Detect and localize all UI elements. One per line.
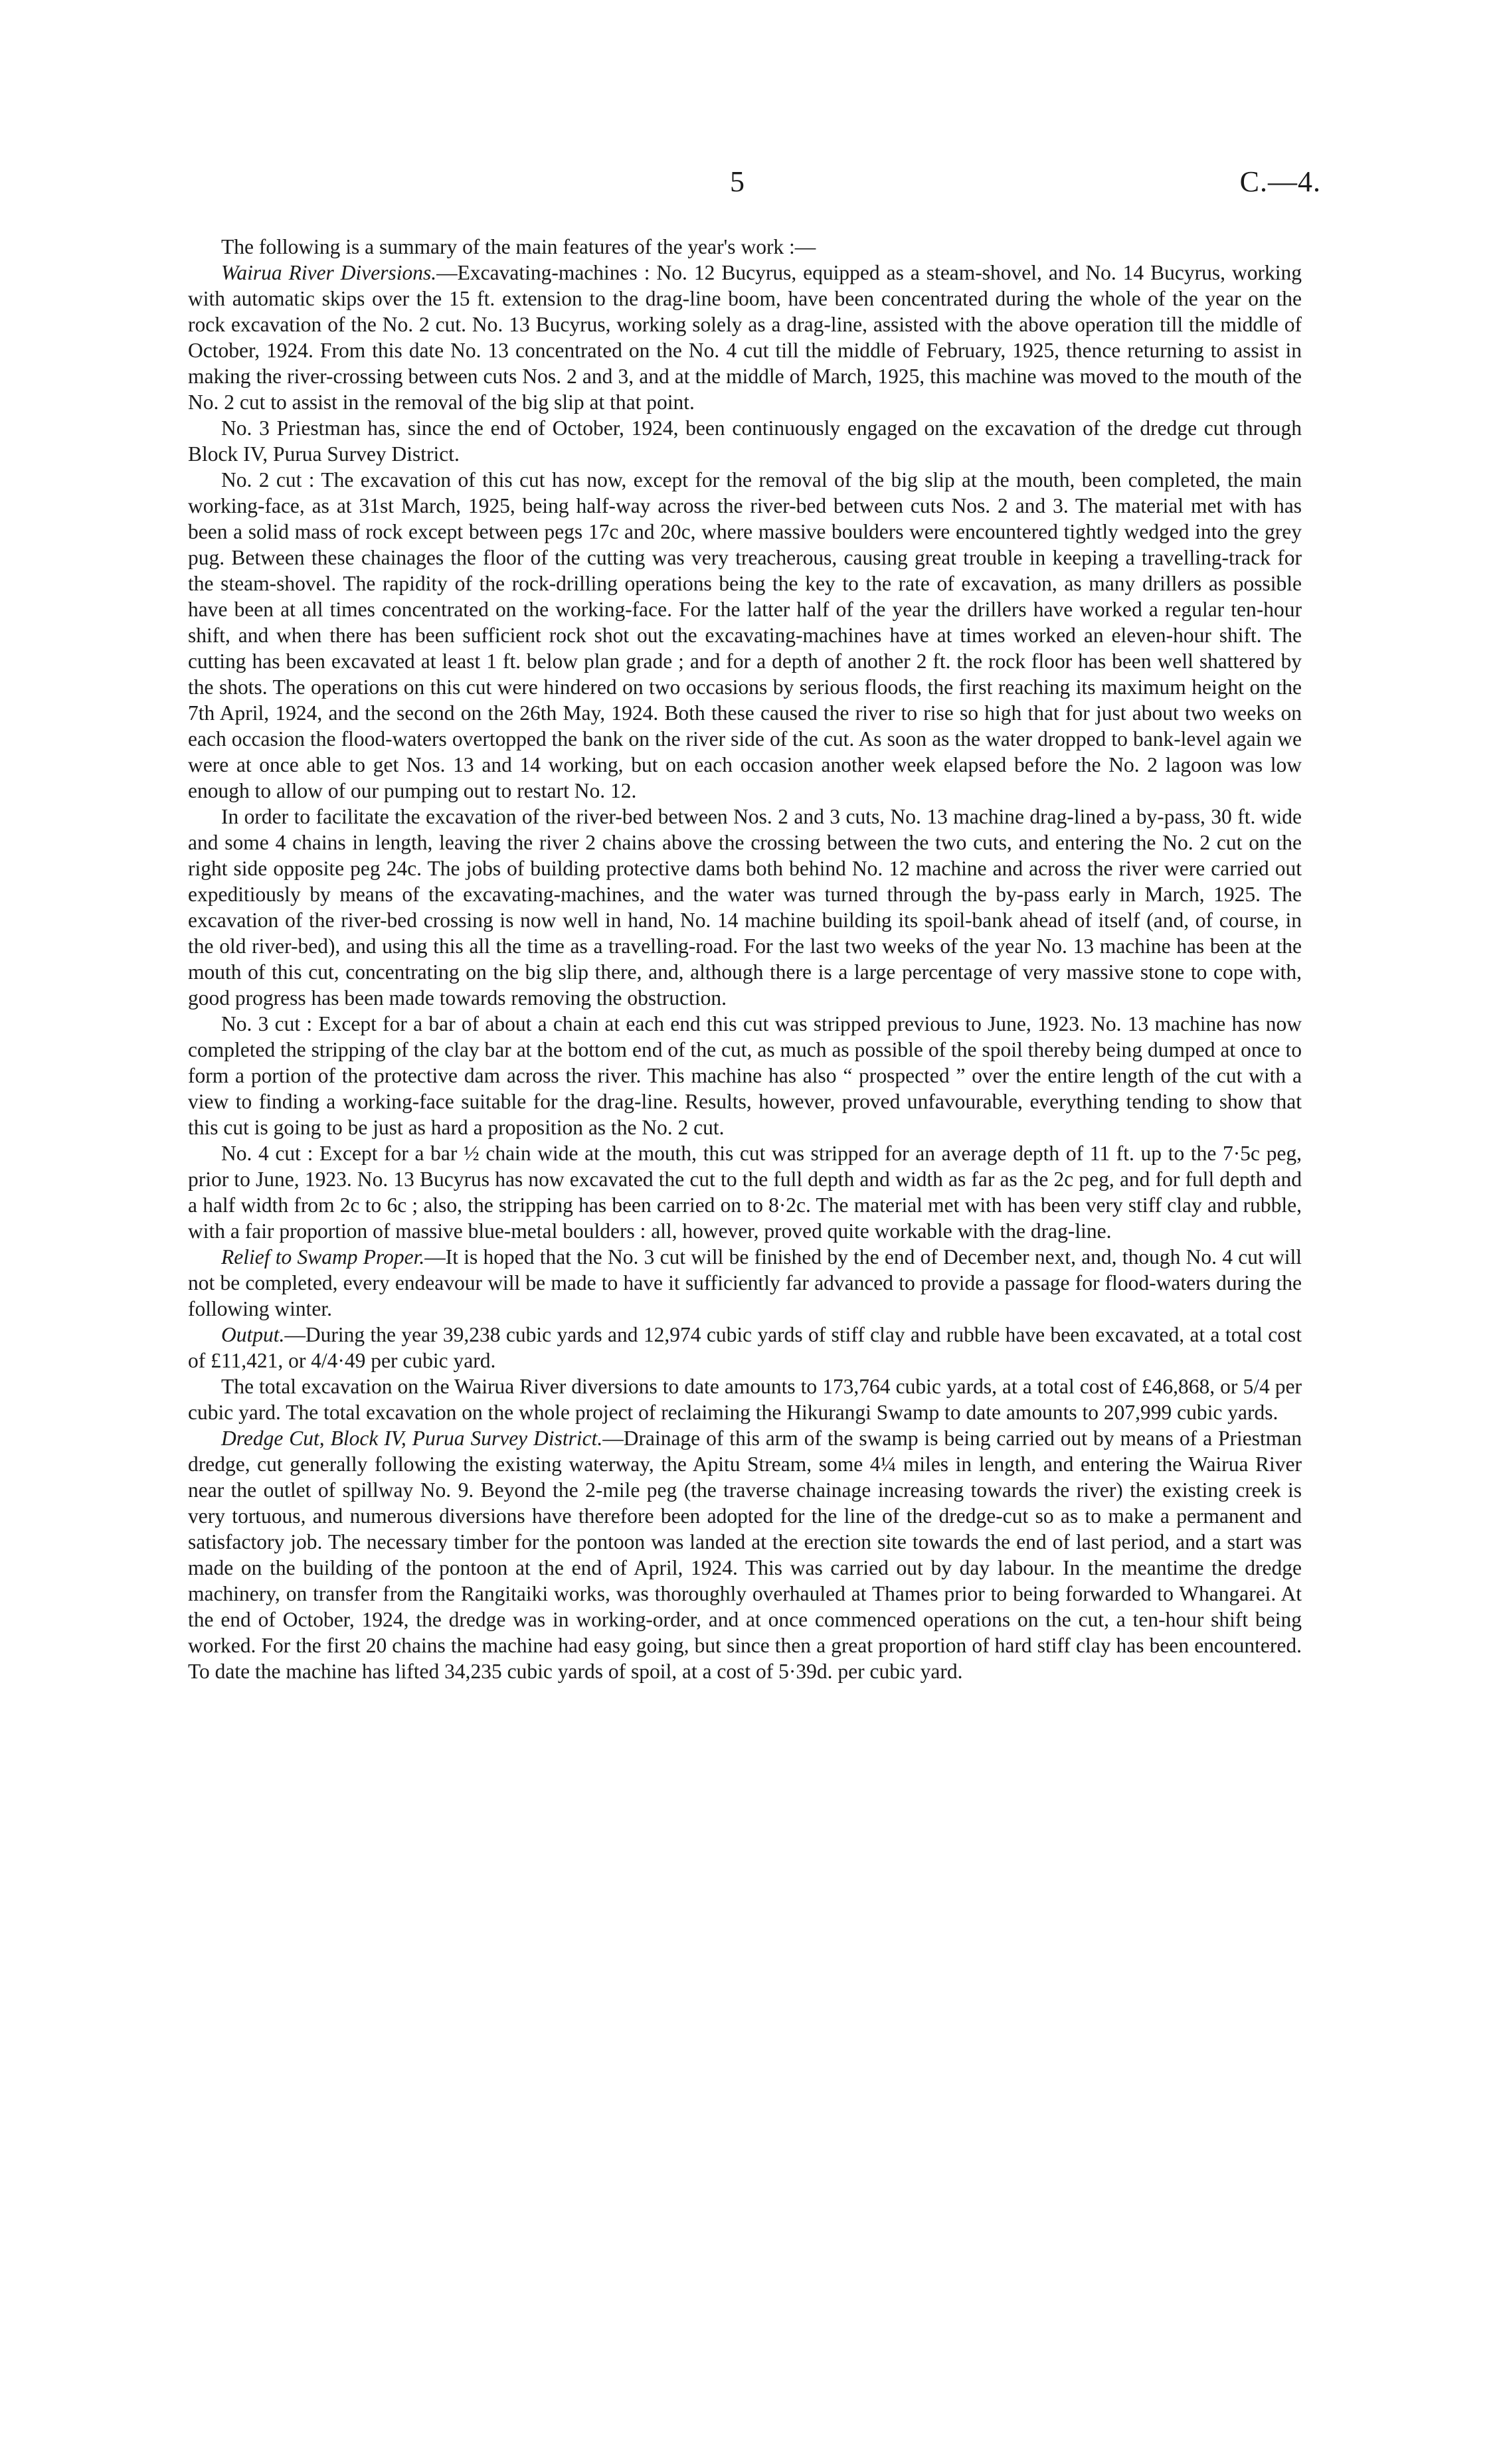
paragraph-cut-2 <box>188 467 1302 804</box>
paragraph-text: —During the year 39,238 cubic yards and 12,974 cubic yards of stiff clay and rubble have been excavated, at a total cost of £11,421, or 4/4·49 per cubic yard. <box>188 1323 1302 1372</box>
paragraph-cut-3 <box>188 1011 1302 1140</box>
paragraph-dredge-cut <box>188 1425 1302 1684</box>
paragraph-river-bed <box>188 804 1302 1011</box>
paragraph-text: No. 4 cut : Except for a bar ½ chain wide at the mouth, this cut was stripped for an average depth of 11 ft. up to the 7·5c peg, prior to June, 1923. No. 13 Bucyrus has now excavated the cut to the full depth and width as far as the 2c peg, and for full depth and a half width from 2c to 6c ; also, the stripping has been carried on to 8·2c. The material met with has been very stiff clay and rubble, with a fair proportion of massive blue-metal boulders : all, however, proved quite workable with the drag-line. <box>188 1142 1302 1243</box>
section-heading: Dredge Cut, Block IV, Purua Survey District. <box>221 1427 603 1450</box>
paragraph-text: The following is a summary of the main features of the year's work :— <box>221 235 816 258</box>
section-heading: Relief to Swamp Proper. <box>221 1245 425 1269</box>
paragraph-wairua-diversions <box>188 260 1302 415</box>
paragraph-output <box>188 1322 1302 1373</box>
paragraph-text: The total excavation on the Wairua River diversions to date amounts to 173,764 cubic yards, at a total cost of £46,868, or 5/4 per cubic yard. The total excavation on the whole project of reclaiming the Hikurangi Swamp to date amounts to 207,999 cubic yards. <box>188 1375 1302 1424</box>
paragraph-total-excavation <box>188 1373 1302 1425</box>
paragraph-text: —Excavating-machines : No. 12 Bucyrus, equipped as a steam-shovel, and No. 14 Bucyrus, working with automatic skips over the 15 ft. extension to the drag-line boom, have been concentrated during the whole of the year on the rock excavation of the No. 2 cut. No. 13 Bucyrus, working solely as a drag-line, assisted with the above operation till the middle of October, 1924. From this date No. 13 concentrated on the No. 4 cut till the middle of February, 1925, thence returning to assist in making the river-crossing between cuts Nos. 2 and 3, and at the middle of March, 1925, this machine was moved to the mouth of the No. 2 cut to assist in the removal of the big slip at that point. <box>188 261 1302 414</box>
paragraph-text: —It is hoped that the No. 3 cut will be finished by the end of December next, and, though No. 4 cut will not be completed, every endeavour will be made to have it sufficiently far advanced to provide a passage for flood-waters during the following winter. <box>188 1245 1302 1320</box>
paragraph-text: No. 3 cut : Except for a bar of about a chain at each end this cut was stripped previous to June, 1923. No. 13 machine has now completed the stripping of the clay bar at the bottom end of the cut, as much as possible of the spoil thereby being dumped at once to form a portion of the protective dam across the river. This machine has also “ prospected ” over the entire length of the cut with a view to finding a working-face suitable for the drag-line. Results, however, proved unfavourable, everything tending to show that this cut is going to be just as hard a proposition as the No. 2 cut. <box>188 1012 1302 1139</box>
paragraph-cut-4 <box>188 1140 1302 1244</box>
paragraph-priestman <box>188 415 1302 467</box>
paragraph-text: No. 2 cut : The excavation of this cut has now, except for the removal of the big slip at the mouth, been completed, the main working-face, as at 31st March, 1925, being half-way across the river-bed between cuts Nos. 2 and 3. The material met with has been a solid mass of rock except between pegs 17c and 20c, where massive boulders were encountered tightly wedged into the grey pug. Between these chainages the floor of the cutting was very treacherous, causing great trouble in keeping a travelling-track for the steam-shovel. The rapidity of the rock-drilling operations being the key to the rate of excavation, as many drillers as possible have been at all times concentrated on the working-face. For the latter half of the year the drillers have worked a regular ten-hour shift, and when there has been sufficient rock shot out the excavating-machines have at times worked an eleven-hour shift. The cutting has been excavated at least 1 ft. below plan grade ; and for a depth of another 2 ft. the rock floor has been well shattered by the shots. The operations on this cut were hindered on two occasions by serious floods, the first reaching its maximum height on the 7th April, 1924, and the second on the 26th May, 1924. Both these caused the river to rise so high that for just about two weeks on each occasion the flood-waters overtopped the bank on the river side of the cut. As soon as the water dropped to bank-level again we were at once able to get Nos. 13 and 14 working, but on each occasion another week elapsed before the No. 2 lagoon was low enough to allow of our pumping out to restart No. 12. <box>188 468 1302 802</box>
paragraph-intro <box>188 234 1302 260</box>
section-heading: Wairua River Diversions. <box>221 261 437 284</box>
series-reference: C.—4. <box>1239 165 1321 198</box>
body-text <box>188 234 1302 1684</box>
paragraph-text: —Drainage of this arm of the swamp is being carried out by means of a Priestman dredge, cut generally following the existing waterway, the Apitu Stream, some 4¼ miles in length, and entering the Wairua River near the outlet of spillway No. 9. Beyond the 2-mile peg (the traverse chainage increasing towards the river) the existing creek is very tortuous, and numerous diversions have therefore been adopted for the line of the dredge-cut so as to make a permanent and satisfactory job. The necessary timber for the pontoon was landed at the erection site towards the end of last period, and a start was made on the building of the pontoon at the end of April, 1924. This was carried out by day labour. In the meantime the dredge machinery, on transfer from the Rangitaiki works, was thoroughly overhauled at Thames prior to being forwarded to Whangarei. At the end of October, 1924, the dredge was in working-order, and at once commenced operations on the cut, a ten-hour shift being worked. For the first 20 chains the machine had easy going, but since then a great proportion of hard stiff clay has been encountered. To date the machine has lifted 34,235 cubic yards of spoil, at a cost of 5·39d. per cubic yard. <box>188 1427 1302 1683</box>
paragraph-relief-swamp <box>188 1244 1302 1322</box>
paragraph-text: In order to facilitate the excavation of the river-bed between Nos. 2 and 3 cuts, No. 13 machine drag-lined a by-pass, 30 ft. wide and some 4 chains in length, leaving the river 2 chains above the crossing between the two cuts, and entering the No. 2 cut on the right side opposite peg 24c. The jobs of building protective dams both behind No. 12 machine and across the river were carried out expeditiously by means of the excavating-machines, and the water was turned through the by-pass early in March, 1925. The excavation of the river-bed crossing is now well in hand, No. 14 machine building its spoil-bank ahead of itself (and, of course, in the old river-bed), and using this all the time as a travelling-road. For the last two weeks of the year No. 13 machine has been at the mouth of this cut, concentrating on the big slip there, and, although there is a large percentage of very massive stone to cope with, good progress has been made towards removing the obstruction. <box>188 805 1302 1010</box>
section-heading: Output. <box>221 1323 285 1346</box>
page-number: 5 <box>730 165 745 198</box>
paragraph-text: No. 3 Priestman has, since the end of October, 1924, been continuously engaged on the excavation of the dredge cut through Block IV, Purua Survey District. <box>188 416 1302 466</box>
